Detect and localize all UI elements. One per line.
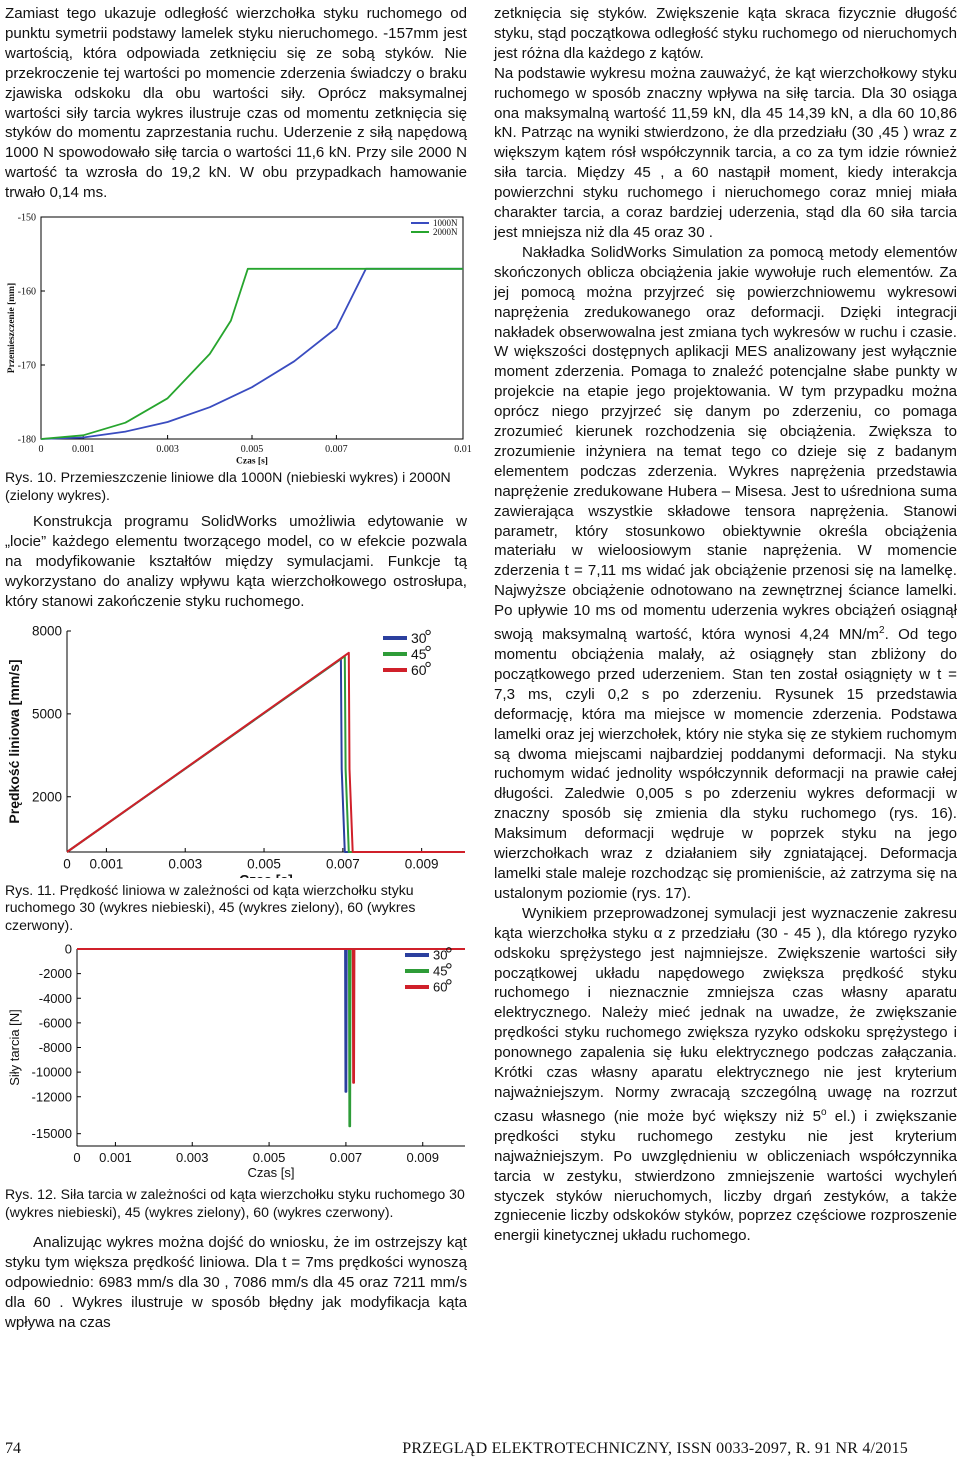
journal-footer: PRZEGLĄD ELEKTROTECHNICZNY, ISSN 0033-2097, R. 91 NR 4/2015 xyxy=(402,1440,908,1457)
series-line-45 xyxy=(77,949,465,1126)
x-axis-label: Czas [s] xyxy=(236,456,268,466)
y-axis-label: Prędkość liniowa [mm/s] xyxy=(6,659,22,824)
y-tick-label: -6000 xyxy=(38,1015,72,1031)
y-tick-label: -180 xyxy=(17,434,36,446)
paragraph-simulation-end: . Od tego momentu obciążenia malały, aż osiągnęły stan zbliżony do początkowego przed uderzeniem. Stan ten został osiągnięty w t = 7,3 ms, czyli 0,2 s po zderzeniu. Rysunek 15 przedstawia deformację, która ma miejsce w momencie zderzenia. Podstawa lamelki oraz jej wierzchołek, który nie styka się ze stykiem ruchomym są dwoma miejscami najbardziej poddanymi deformacji. Na styku ruchomym widać jednolity współczynnik deformacji na prawie całej długości. Zaledwie 0,005 s po zderzeniu wykres deformacji w znaczny sposób się zmienia dla styku ruchomego (rys. 16). Maksimum deformacji wędruje w poprzek styku na jego wierzchołkach wraz z działaniem siły zgniatającej. Deformacja lamelki stale maleje rozchodząc się promieniście, aż zatrzyma się na ustalonym poziomie (rys. 17). xyxy=(494,626,957,902)
plot-frame xyxy=(41,217,463,439)
paragraph-simulation-text: Nakładka SolidWorks Simulation za pomocą metody elementów skończonych oblicza obciążenia jakie wywołuje ruch elementów. Za jej pomocą można przyjrzeć się powierzchniowemu wykresowi naprężenia zredukowanego oraz deformacji. Dzięki integracji nakładek obserwowalna jest zmiana tych wykresów w ruchu i czasie. W większości dostępnych aplikacji MES analizowany jest wyłącznie moment zderzenia. Pomaga to znaleźć potencjalne słabe punkty w projekcie na etapie jego projektowania. W tym przypadku można oprócz niego przyjrzeć się danym po zderzeniu, co pomaga zrozumieć kierunek rozchodzenia się obciążenia. Zwiększa to zrozumienie inżyniera na temat tego co dzieje się z badanym elementem podczas zderzenia. Wykres naprężenia przedstawia naprężenie zredukowane Hubera – Misesa. Jest to uśredniona suma zawierająca wszystkie składowe tensora naprężenia. Stanowi parametr, który stosunkowo obiektywnie określa obciążenia materiału w wieloosiowym stanie naprężenia. W momencie zderzenia t = 7,11 ms widać jak obciążenie przenosi się na lamelkę. Najwyższe obciążenie odnotowano na zewnętrznej ściance lamelki. Po upływie 10 ms od momentu uderzenia wykres obciążeń osiągnął swoją maksymalną wartość, która wynosi 4,24 MN/m xyxy=(494,243,957,644)
paragraph-continuation: zetknięcia się styków. Zwiększenie kąta skraca fizycznie długość styku, stąd początkowa odległość styku ruchomego od nieruchomych jest różna dla każdego z kątów. xyxy=(494,5,957,62)
x-tick-label: 0.001 xyxy=(99,1150,132,1166)
figure-12 xyxy=(5,940,467,1182)
paragraph-intro: Zamiast tego ukazuje odległość wierzchołka styku ruchomego od punktu symetrii podstawy lamelek styku nieruchomego. -157mm jest wartością, która odpowiada zetknięciu się ze sobą styków. Nie przekroczenie tej wartości po momencie zderzenia świadczy o braku zjawiska odskoku dla obu wartości siły. Oprócz maksymalnej wartości siły tarcia wykres ilustruje czas od momentu zetknięcia się styków do momentu zaprzestania ruchu. Uderzenie z siłą napędową 1000 N spowodowało siłę tarcia o wartości 11,6 kN. Przy sile 2000 N wartość ta wzrosła do 19,2 kN. W obu przypadkach hamowanie trwało 0,14 ms. xyxy=(5,5,467,202)
y-tick-label: -10000 xyxy=(31,1064,72,1080)
page-number: 74 xyxy=(5,1440,21,1457)
y-axis-label: Siły tarcia [N] xyxy=(7,1009,22,1086)
y-tick-label: 5000 xyxy=(31,706,62,722)
x-tick-label: 0.009 xyxy=(404,856,439,872)
x-axis-label xyxy=(239,871,293,878)
x-tick-label: 0 xyxy=(38,444,44,456)
paragraph-conclusion xyxy=(494,904,957,1246)
legend-label-45: 45 xyxy=(411,645,427,662)
paragraph-friction: Na podstawie wykresu można zauważyć, że kąt wierzchołkowy styku ruchomego w sposób znaczny wpływa na siłę tarcia. Dla 30 osiąga ona maksymalną wartość 11,59 kN, dla 45 14,39 kN, a dla 60 10,86 kN. Patrząc na wyniki stwierdzono, że dla przedziału (30 ,45 ) wraz z większym kątem rósł współczynnik tarcia, a co za tym idzie również siła tarcia. Między 45 , a 60 nastąpił moment, kiedy interakcja powierzchni styku ruchomego i nieruchomego coraz mniej miała charakter tarcia, a coraz bardziej uderzenia, stąd dla 60 siła tarcia jest mniejsza niż dla 45 oraz 30 . xyxy=(494,64,957,241)
x-axis-label: Czas [s] xyxy=(247,1165,295,1181)
left-column xyxy=(5,4,472,1333)
legend-label-1000N: 1000N xyxy=(433,218,458,229)
x-tick-label: 0 xyxy=(63,856,71,872)
y-tick-label: 0 xyxy=(64,941,72,957)
x-tick-label: 0 xyxy=(73,1150,81,1166)
y-tick-label: -4000 xyxy=(38,990,72,1006)
y-tick-label: -8000 xyxy=(38,1040,72,1056)
x-tick-label: 0.001 xyxy=(71,444,95,456)
y-tick-label: 2000 xyxy=(31,789,62,805)
legend-label-60: 60 xyxy=(433,979,448,995)
series-line-2000N xyxy=(41,269,463,439)
y-tick-label: 8000 xyxy=(31,623,62,639)
x-tick-label: 0.005 xyxy=(252,1150,286,1166)
y-tick-label: -150 xyxy=(17,212,36,224)
fig12-chart xyxy=(5,940,473,1182)
figure-10 xyxy=(5,209,472,466)
right-column xyxy=(494,4,957,1246)
x-tick-label: 0.003 xyxy=(175,1150,209,1166)
x-tick-label: 0.009 xyxy=(406,1150,440,1166)
y-tick-label: -160 xyxy=(17,286,36,298)
series-line-60 xyxy=(67,652,465,851)
paragraph-analysis: Analizując wykres można dojść do wniosku, że im ostrzejszy kąt styku tym większa prędkość liniowa. Dla t = 7ms prędkości wynoszą odpowiednio: 6983 mm/s dla 30 , 7086 mm/s dla 45 oraz 7211 mm/s dla 60 . Wykres ilustruje w sposób błędny jak modyfikacja kąta wpływa na czas xyxy=(5,1234,467,1331)
x-tick-label: 0.005 xyxy=(240,444,264,456)
y-axis-label: Przemieszczenie [mm] xyxy=(7,282,17,374)
fig11-chart xyxy=(5,622,473,878)
x-tick-label: 0.001 xyxy=(89,856,124,872)
series-line-45 xyxy=(67,656,465,852)
caption-fig10: Rys. 10. Przemieszczenie liniowe dla 1000N (niebieski wykres) i 2000N (zielony wykres). xyxy=(5,469,451,503)
x-tick-label: 0.007 xyxy=(329,1150,363,1166)
legend-label-30: 30 xyxy=(411,629,427,646)
caption-fig11: Rys. 11. Prędkość liniowa w zależności od kąta wierzchołku styku ruchomego 30 (wykres niebieski), 45 (wykres zielony), 60 (wykres czerwony). xyxy=(5,881,416,933)
superscript-degree: o xyxy=(821,1106,827,1118)
paragraph-conclusion-a: Wynikiem przeprowadzonej symulacji jest wyznaczenie zakresu kąta wierzchołka styku α z przedziału (30 - 45 ), dla którego ryzyko odskoku sprężystego jest najmniejsze. Zwiększenie wartości siły początkowej układu napędowego zwiększa prędkość styku ruchomego i nieznacznie zmniejsza czas własny aparatu elektrycznego. Należy mieć jednak na uwadze, że zwiększanie prędkości styku ruchomego zwiększa ryzyko odskoku sprężystego i ponownego zapalenia się łuku elektrycznego podczas załączania. Krótki czas własny aparatu elektrycznego nie jest kryterium najważniejszym. Normy zwracają szczególną uwagę na rozrzut czasu własnego (nie może być większy niż 5 xyxy=(494,904,957,1125)
paragraph-simulation xyxy=(494,243,957,904)
x-tick-label: 0.007 xyxy=(325,856,360,872)
fig10-chart xyxy=(5,209,473,465)
superscript-2: 2 xyxy=(879,625,885,637)
paragraph-solidworks: Konstrukcja programu SolidWorks umożliwia edytowanie w „locie” każdego elementu tworzącego model, co w efekcie pozwala na modyfikowanie kształtów między symulacjami. Funkcje tą wykorzystano do analizy wpływu kąta wierzchołkowego ostrosłupa, który stanowi zakończenie styku ruchomego. xyxy=(5,513,467,610)
paragraph-conclusion-b: el.) i zwiększanie prędkości styku ruchomego zestyku nie jest kryterium najważniejszym. Po uwzględnieniu w obliczeniach współczynnika tarcia w zestyku, stwierdzono zmniejszenie wartości wychyleń styczek styków nieruchomych, liczby drgań zestyków, a także zgniecenie liczby odskoków styków, poprzez częściowe rozproszenie energii kinetycznej układu ruchomego. xyxy=(494,1107,957,1245)
x-tick-label: 0.007 xyxy=(325,444,348,456)
legend-label-60: 60 xyxy=(411,661,427,678)
y-tick-label: -15000 xyxy=(31,1126,72,1142)
x-tick-label: 0.003 xyxy=(156,444,179,456)
x-tick-label: 0.01 xyxy=(454,444,472,456)
x-tick-label: 0.003 xyxy=(168,856,203,872)
y-tick-label: -2000 xyxy=(38,966,72,982)
figure-11 xyxy=(5,622,467,878)
series-line-30 xyxy=(67,659,465,852)
y-tick-label: -12000 xyxy=(31,1089,72,1105)
x-tick-label: 0.005 xyxy=(247,856,281,872)
legend-label-2000N: 2000N xyxy=(433,227,458,238)
series-line-1000N xyxy=(41,269,463,439)
y-tick-label: -170 xyxy=(17,360,36,372)
legend-label-30: 30 xyxy=(433,947,448,963)
legend-label-45: 45 xyxy=(433,963,448,979)
caption-fig12: Rys. 12. Siła tarcia w zależności od kąta wierzchołku styku ruchomego 30 (wykres niebieski), 45 (wykres zielony), 60 (wykres czerwony). xyxy=(5,1186,465,1220)
